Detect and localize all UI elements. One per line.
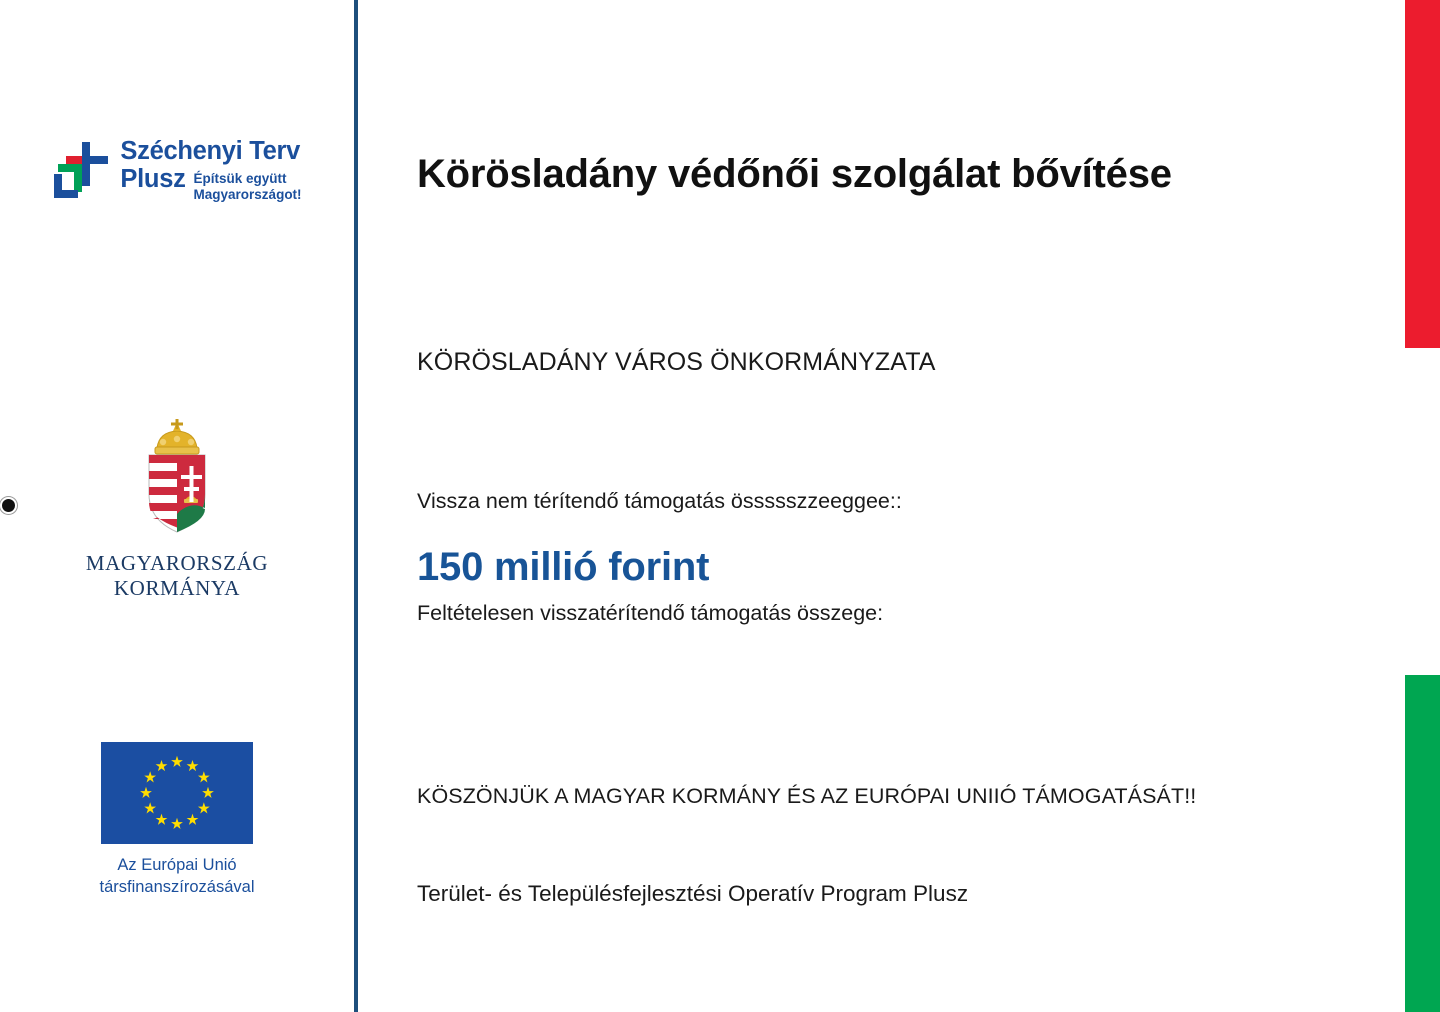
flag-bar-green [1405, 675, 1440, 1012]
eu-caption-line1: Az Európai Unió [117, 856, 237, 874]
szechenyi-tagline-line1: Építsük együtt [193, 170, 287, 186]
thanks-statement: KÖSZÖNJÜK A MAGYAR KORMÁNY ÉS AZ EURÓPAI UNIIÓ TÁMOGATÁSÁT!! [417, 784, 1197, 808]
hungarian-coat-of-arms-icon [129, 523, 225, 540]
szechenyi-logo-plusz: Plusz [120, 164, 186, 193]
program-name: Terület- és Településfejlesztési Operatív Program Plusz [417, 881, 969, 906]
vertical-divider [354, 0, 358, 1012]
european-union-flag-icon [101, 742, 253, 844]
grant-amount: 150 millió forint [417, 545, 710, 589]
szechenyi-logo-line1: Széchenyi Terv [120, 137, 301, 165]
logo-szechenyi-terv-plusz [0, 138, 354, 211]
logo-magyarorszag-kormanya [0, 418, 354, 601]
eu-caption-line2: társfinanszírozásával [99, 877, 255, 896]
szechenyi-tagline-line2: Magyarországot! [193, 187, 302, 202]
kormany-caption-line2: KORMÁNYA [113, 575, 241, 600]
grant-label: Vissza nem térítendő támogatás össssszzeeggee:: [417, 489, 902, 513]
logo-european-union [0, 742, 354, 899]
conditional-grant-label: Feltételesen visszatérítendő támogatás összege: [417, 601, 884, 625]
project-title: Körösladány védőnői szolgálat bővítése [417, 152, 1172, 196]
kormany-caption-line1: MAGYARORSZÁG [85, 551, 269, 575]
flag-bar-red [1405, 0, 1440, 348]
szechenyi-terv-plusz-mark-icon [52, 140, 110, 211]
organization-name: KÖRÖSLADÁNY VÁROS ÖNKORMÁNYZATA [417, 348, 936, 376]
